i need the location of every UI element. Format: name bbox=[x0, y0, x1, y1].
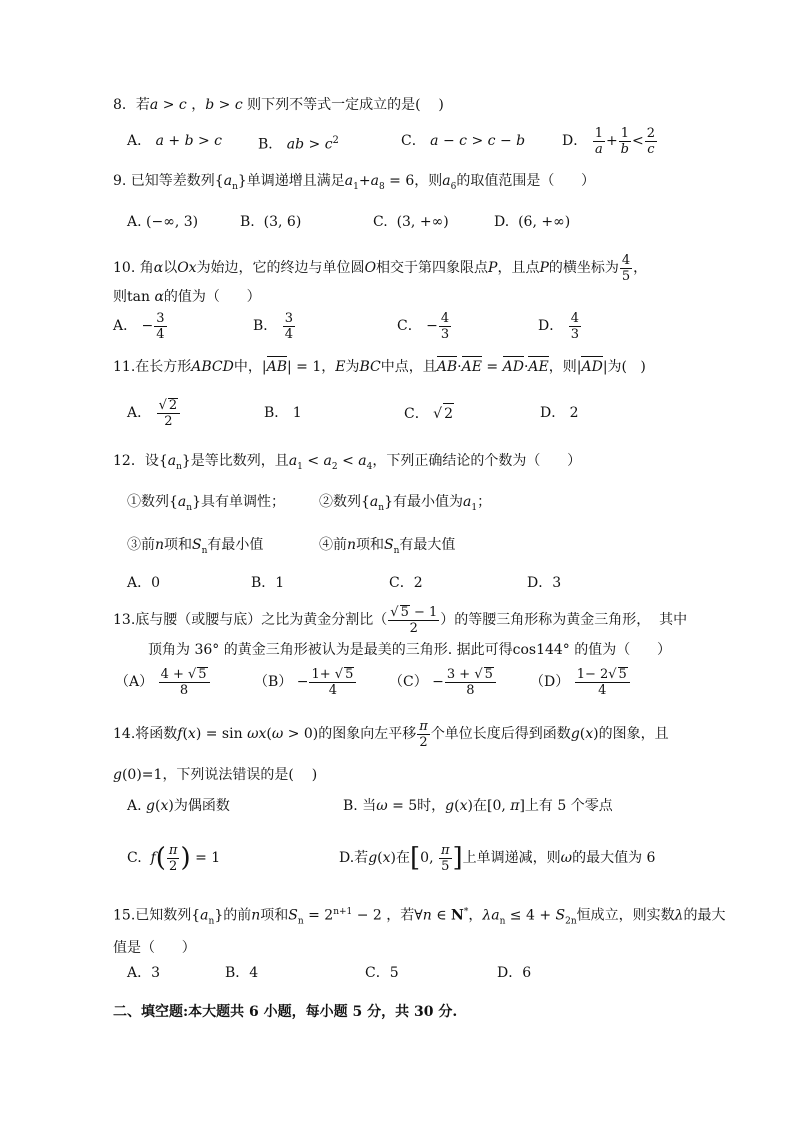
q10-option-a: A． − $\frac{3}{4}$ bbox=[113, 310, 165, 342]
q8-option-b: B． ab > $c^2$ bbox=[258, 135, 339, 153]
q9-option-c: C. (3, +∞) bbox=[373, 214, 449, 230]
q14-option-a: A. g(x)为偶函数 bbox=[127, 798, 230, 814]
q12-option-b: B．1 bbox=[251, 575, 285, 591]
q11-option-a: A． $\frac{√ 2}{2}$ bbox=[127, 393, 181, 433]
section-heading: 二、填空题:本大题共 6 小题，每小题 5 分，共 30 分. bbox=[113, 1004, 458, 1020]
q15-stem-line2: 值是（ ） bbox=[113, 940, 196, 956]
q11-stem: 11.在长方形ABCD中，|AB| = 1，E为BC中点，且AB·AE = AD·AE，则|AD|为( ) bbox=[113, 356, 646, 377]
q12-option-c: C．2 bbox=[389, 575, 423, 591]
q12-option-d: D．3 bbox=[527, 575, 562, 591]
q15-option-c: C．5 bbox=[365, 965, 399, 981]
q11-option-c: C． √ 2 bbox=[404, 403, 454, 424]
q9-option-b: B. (3, 6) bbox=[240, 214, 302, 230]
q14-option-c: C. f( $\frac{\pi}{2}$ ) = 1 bbox=[127, 842, 221, 874]
q8-stem: 8．若a > c ，b > c 则下列不等式一定成立的是( ) bbox=[113, 97, 444, 113]
q12-statement-3: ③前n项和$S_n$有最小值 bbox=[127, 537, 264, 556]
q14-stem-line2: g(0)=1，下列说法错误的是( ) bbox=[113, 767, 318, 783]
q10-stem-line2: 则tan α的值为（ ） bbox=[113, 289, 261, 305]
q12-stem: 12．设$\{a_n\}$是等比数列，且$a_1 < a_2 < a_4$，下列正确结论的个数为（ ） bbox=[113, 453, 582, 472]
q8-option-a: A． a + b > c bbox=[127, 133, 223, 149]
q10-option-d: D． $\frac{4}{3}$ bbox=[538, 310, 579, 342]
q14-stem: 14.将函数f(x) = sin ωx(ω > 0)的图象向左平移 $\frac{\pi}{2}$ 个单位长度后得到函数g(x)的图象，且 bbox=[113, 718, 669, 750]
q15-option-a: A．3 bbox=[127, 965, 161, 981]
q12-statement-1: ①数列$\{a_n\}$具有单调性； bbox=[127, 494, 285, 513]
q12-statement-2: ②数列$\{a_n\}$有最小值为$a_1$； bbox=[319, 494, 492, 513]
q9-stem: 9. 已知等差数列$\{a_n\}$单调递增且满足$a_1+a_8 = 6$，则$a_6$的取值范围是（ ） bbox=[113, 173, 596, 192]
q10-option-c: C． − $\frac{4}{3}$ bbox=[397, 310, 450, 342]
q11-option-b: B． 1 bbox=[264, 405, 302, 421]
q9-option-d: D. (6, +∞) bbox=[494, 214, 571, 230]
q14-option-b: B. 当ω = 5时，g(x)在[0, π]上有 5 个零点 bbox=[343, 798, 613, 814]
q13-stem: 13.底与腰（或腰与底）之比为黄金分割比（ $\frac{√ 5 - 1}{2}$ ）的等腰三角形称为黄金三角形， 其中 bbox=[113, 605, 688, 636]
q12-statement-4: ④前n项和$S_n$有最大值 bbox=[319, 537, 456, 556]
q13-option-b: （B） − $\frac{1+ √ 5}{4}$ bbox=[254, 662, 357, 702]
q9-option-a: A. (−∞, 3) bbox=[127, 214, 199, 230]
q14-option-d: D.若g(x)在[0, $\frac{\pi}{5}$ ]上单调递减，则ω的最大值为 6 bbox=[339, 842, 656, 874]
q8-option-d: D． $\frac{1}{a}$ + $\frac{1}{b}$ < $\frac{2}{c}$ bbox=[562, 125, 655, 157]
q15-stem: 15.已知数列$\{a_n\}$的前n项和$S_n = 2^{n+1} - 2$ ，若∀n ∈ N*，$\lambda a_n \le 4 + S_{2n}$恒成立，则实数λ的最大 bbox=[113, 907, 726, 927]
q15-option-d: D．6 bbox=[497, 965, 532, 981]
q10-option-b: B． $\frac{3}{4}$ bbox=[253, 310, 294, 342]
q10-stem: 10. 角α以Ox为始边，它的终边与单位圆O相交于第四象限点P，且点P的横坐标为 $\frac{4}{5}$ ， bbox=[113, 252, 648, 284]
q12-option-a: A．0 bbox=[127, 575, 161, 591]
q13-option-d: （D） $\frac{1- 2√ 5}{4}$ bbox=[530, 662, 631, 702]
q13-option-a: （A） $\frac{4 + √ 5}{8}$ bbox=[115, 662, 211, 702]
q11-option-d: D． 2 bbox=[540, 405, 579, 421]
q13-option-c: （C） − $\frac{3 + √ 5}{8}$ bbox=[389, 662, 497, 702]
q8-option-c: C． a − c > c − b bbox=[401, 133, 526, 149]
q13-stem-line2: 顶角为 36° 的黄金三角形被认为是最美的三角形. 据此可得cos144° 的值为（ ） bbox=[148, 642, 671, 658]
q15-option-b: B．4 bbox=[225, 965, 259, 981]
